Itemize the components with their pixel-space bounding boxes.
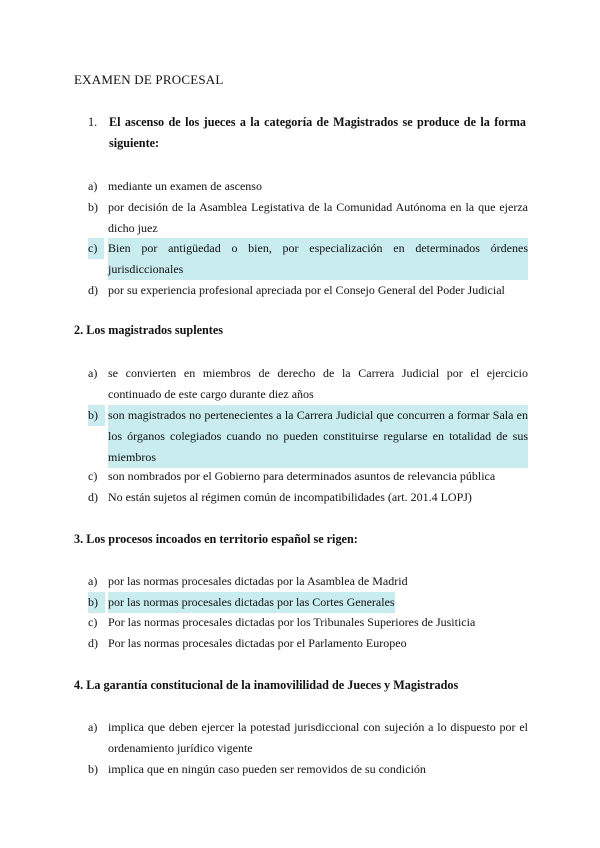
question-1-option-a[interactable] (88, 176, 528, 197)
page-title: EXAMEN DE PROCESAL (74, 72, 224, 87)
option-letter: a) (88, 366, 98, 380)
question-4-option-b[interactable] (88, 759, 528, 780)
option-letter: d) (88, 283, 98, 297)
option-letter: a) (88, 720, 98, 734)
question-3-option-d[interactable] (88, 633, 528, 654)
option-text: son nombrados por el Gobierno para determinados asuntos de relevancia pública (108, 469, 496, 483)
question-1-text: El ascenso de los jueces a la categoría de Magistrados se produce de la forma siguiente: (109, 115, 526, 150)
option-text: se convierten en miembros de derecho de la Carrera Judicial por el ejercicio continuado de este cargo durante diez años (108, 366, 528, 401)
option-letter: d) (88, 636, 98, 650)
question-2-heading: 2. Los magistrados suplentes (74, 323, 223, 337)
question-4-option-a[interactable] (88, 717, 528, 759)
option-text: son magistrados no pertenecientes a la Carrera Judicial que concurren a formar Sala en los órganos colegiados cuando no pueden constituirse regularse en totalidad de sus miembros (108, 405, 528, 468)
question-1-option-d[interactable] (88, 280, 528, 301)
option-text: por las normas procesales dictadas por la Asamblea de Madrid (108, 574, 408, 588)
option-letter: b) (88, 592, 105, 613)
question-4-heading: 4. La garantía constitucional de la inamovililidad de Jueces y Magistrados (74, 678, 459, 692)
option-letter: c) (88, 469, 98, 483)
option-letter: a) (88, 179, 98, 193)
option-text: Bien por antigüedad o bien, por especialización en determinados órdenes jurisdiccionales (108, 238, 528, 280)
question-3-option-c[interactable] (88, 612, 528, 633)
question-2-option-d[interactable] (88, 487, 528, 508)
option-text: por decisión de la Asamblea Legistativa de la Comunidad Autónoma en la que ejerza dicho juez (108, 200, 528, 235)
option-letter: a) (88, 574, 98, 588)
option-text: por las normas procesales dictadas por las Cortes Generales (108, 592, 395, 613)
option-text: mediante un examen de ascenso (108, 179, 262, 193)
question-2-option-a[interactable] (88, 363, 528, 405)
option-text: No están sujetos al régimen común de incompatibilidades (art. 201.4 LOPJ) (108, 490, 472, 504)
question-2-option-c[interactable] (88, 466, 528, 487)
option-text: Por las normas procesales dictadas por los Tribunales Superiores de Jusiticia (108, 615, 476, 629)
question-3-option-a[interactable] (88, 571, 528, 592)
option-letter: b) (88, 762, 98, 776)
option-text: implica que en ningún caso pueden ser removidos de su condición (108, 762, 426, 776)
question-1-option-b[interactable] (88, 197, 528, 239)
question-1-option-c-correct[interactable] (88, 238, 528, 280)
option-letter: b) (88, 200, 98, 214)
option-letter: c) (88, 615, 98, 629)
question-1-number: 1. (88, 115, 98, 129)
question-1-heading (88, 112, 526, 154)
option-text: implica que deben ejercer la potestad jurisdiccional con sujeción a lo dispuesto por el ordenamiento jurídico vigente (108, 720, 528, 755)
option-text: por su experiencia profesional apreciada por el Consejo General del Poder Judicial (108, 283, 505, 297)
option-letter: c) (88, 238, 104, 259)
option-text: Por las normas procesales dictadas por el Parlamento Europeo (108, 636, 407, 650)
question-3-option-b-correct[interactable] (88, 592, 395, 613)
question-2-option-b-correct[interactable] (88, 405, 528, 468)
option-letter: b) (88, 405, 105, 426)
question-3-heading: 3. Los procesos incoados en territorio español se rigen: (74, 532, 358, 546)
option-letter: d) (88, 490, 98, 504)
